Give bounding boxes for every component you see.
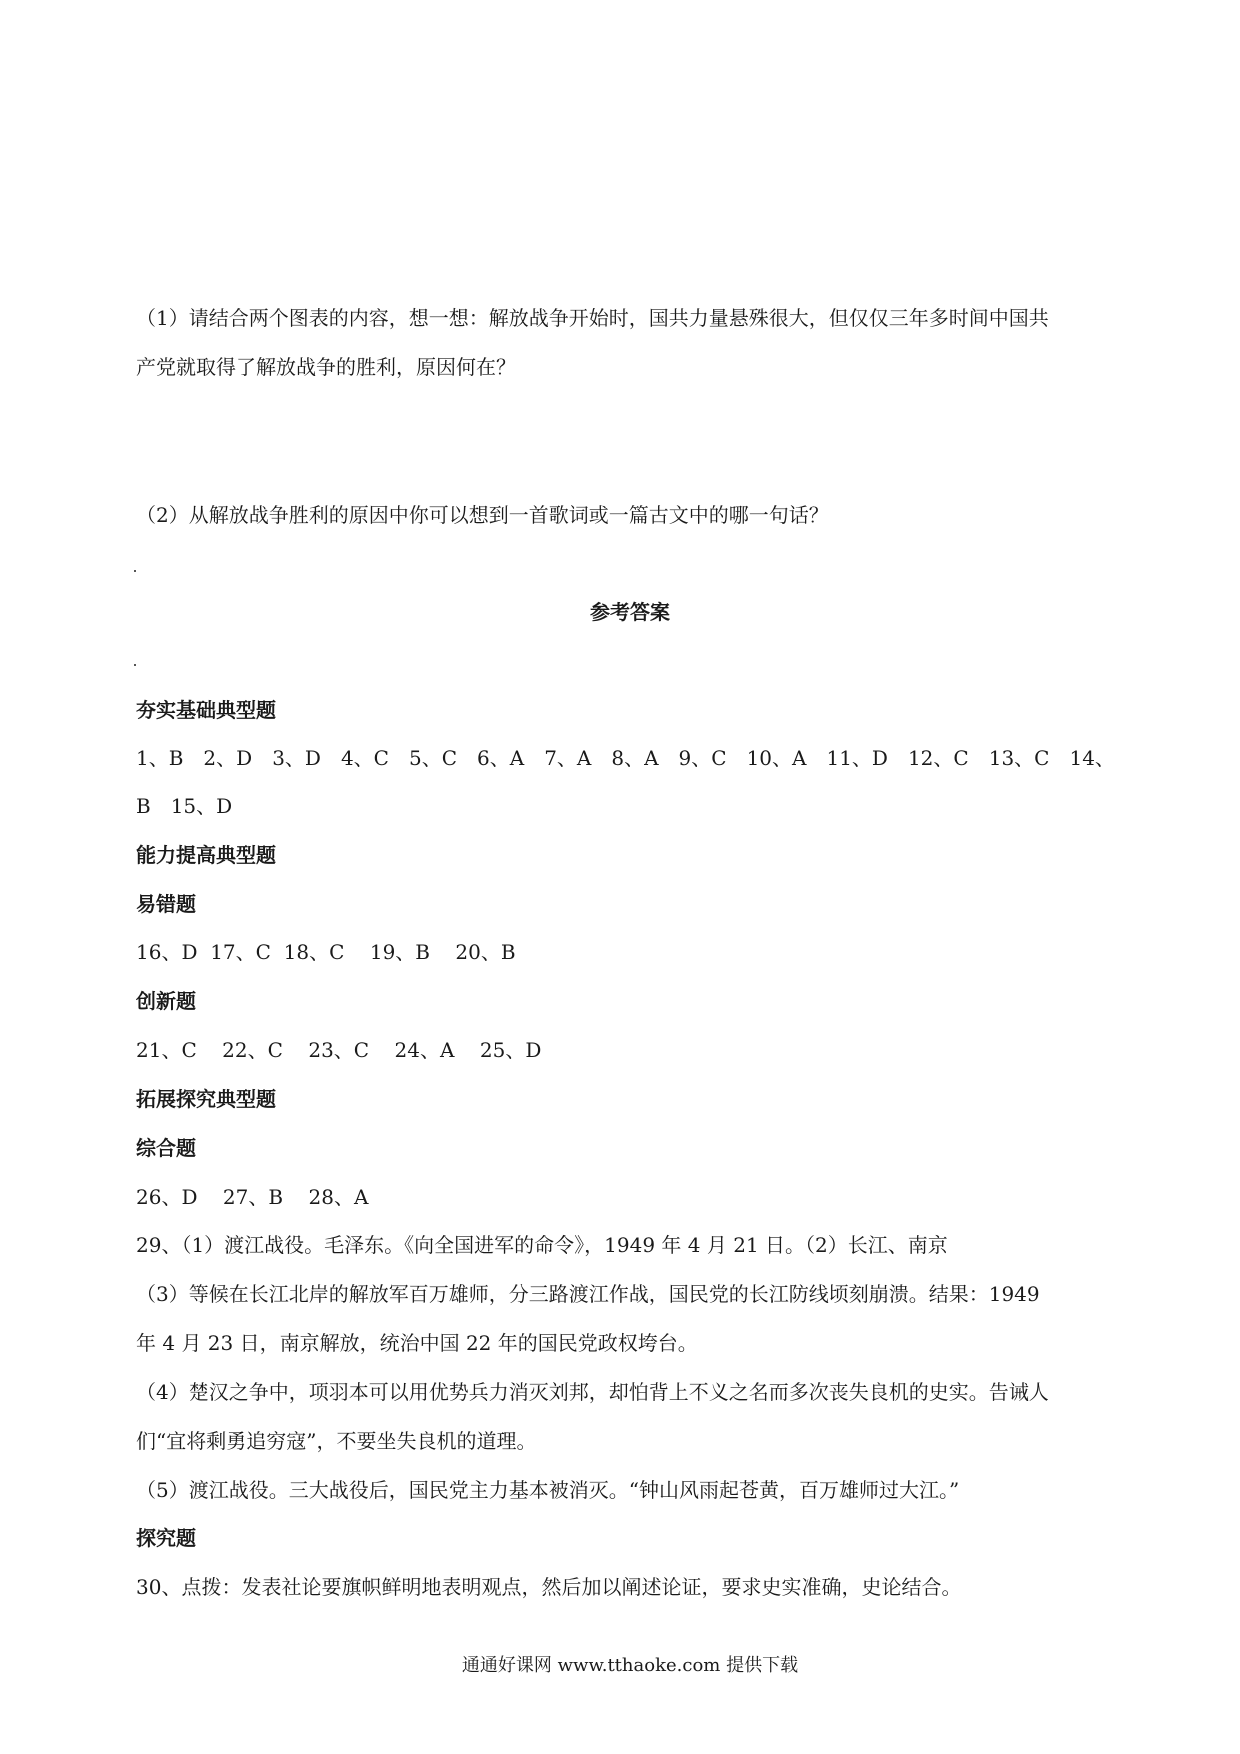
stray-mark	[134, 664, 136, 666]
section-extension: 拓展探究典型题	[136, 1087, 276, 1111]
answer-item: 12、C	[907, 746, 969, 770]
innovation-answers-row: 21、C 22、C 23、C 24、A 25、D	[136, 1038, 542, 1062]
answer-29-line-1: 29、（1）渡江战役。毛泽东。《向全国进军的命令》，1949 年 4 月 21 日。（2）长江、南京	[136, 1233, 948, 1257]
answer-item: B	[136, 794, 151, 818]
answer-29-line-3: 年 4 月 23 日，南京解放，统治中国 22 年的国民党政权垮台。	[136, 1331, 698, 1355]
question-1-line-2: 产党就取得了解放战争的胜利，原因何在？	[136, 355, 516, 379]
sub-error: 易错题	[136, 892, 196, 916]
answer-item: 10、A	[746, 746, 807, 770]
answer-item: 8、A	[611, 746, 659, 770]
answer-item: 1、B	[136, 746, 184, 770]
answer-item: 9、C	[678, 746, 727, 770]
answer-item: 11、D	[826, 746, 888, 770]
answer-29-line-2: （3）等候在长江北岸的解放军百万雄师，分三路渡江作战，国民党的长江防线顷刻崩溃。结果：1949	[136, 1282, 1040, 1306]
page-footer: 通通好课网 www.tthaoke.com 提供下载	[461, 1655, 799, 1676]
answer-item: 7、A	[544, 746, 592, 770]
answer-item: 5、C	[408, 746, 458, 770]
section-basic: 夯实基础典型题	[136, 698, 276, 722]
answer-item: 14、	[1069, 746, 1115, 770]
error-answers-row: 16、D 17、C 18、C 19、B 20、B	[136, 940, 516, 964]
answer-29-line-6: （5）渡江战役。三大战役后，国民党主力基本被消灭。“钟山风雨起苍黄，百万雄师过大江。”	[136, 1478, 960, 1502]
stray-mark	[134, 570, 136, 572]
answer-item: 6、A	[477, 746, 525, 770]
question-2: （2）从解放战争胜利的原因中你可以想到一首歌词或一篇古文中的哪一句话？	[136, 503, 829, 527]
basic-answers-row-1	[136, 744, 1115, 772]
answer-29-line-5: 们“宜将剩勇追穷寇”，不要坐失良机的道理。	[136, 1429, 537, 1453]
answer-item: 4、C	[340, 746, 389, 770]
sub-innovation: 创新题	[136, 989, 196, 1013]
answer-item: 13、C	[988, 746, 1050, 770]
answer-30: 30、点拨：发表社论要旗帜鲜明地表明观点，然后加以阐述论证，要求史实准确，史论结合。	[136, 1575, 962, 1599]
answer-item: 2、D	[203, 746, 253, 770]
basic-answers-row-2	[136, 792, 252, 820]
sub-inquiry: 探究题	[136, 1526, 196, 1550]
question-1-line-1: （1）请结合两个图表的内容，想一想：解放战争开始时，国共力量悬殊很大，但仅仅三年多时间中国共	[136, 306, 1049, 330]
answer-item: 3、D	[272, 746, 321, 770]
sub-comprehensive: 综合题	[136, 1136, 196, 1160]
answers-title: 参考答案	[590, 600, 670, 624]
answer-29-line-4: （4）楚汉之争中，项羽本可以用优势兵力消灭刘邦，却怕背上不义之名而多次丧失良机的史实。告诫人	[136, 1380, 1049, 1404]
answer-item: 15、D	[170, 794, 233, 818]
section-ability: 能力提高典型题	[136, 843, 276, 867]
comprehensive-answers-row: 26、D 27、B 28、A	[136, 1185, 369, 1209]
